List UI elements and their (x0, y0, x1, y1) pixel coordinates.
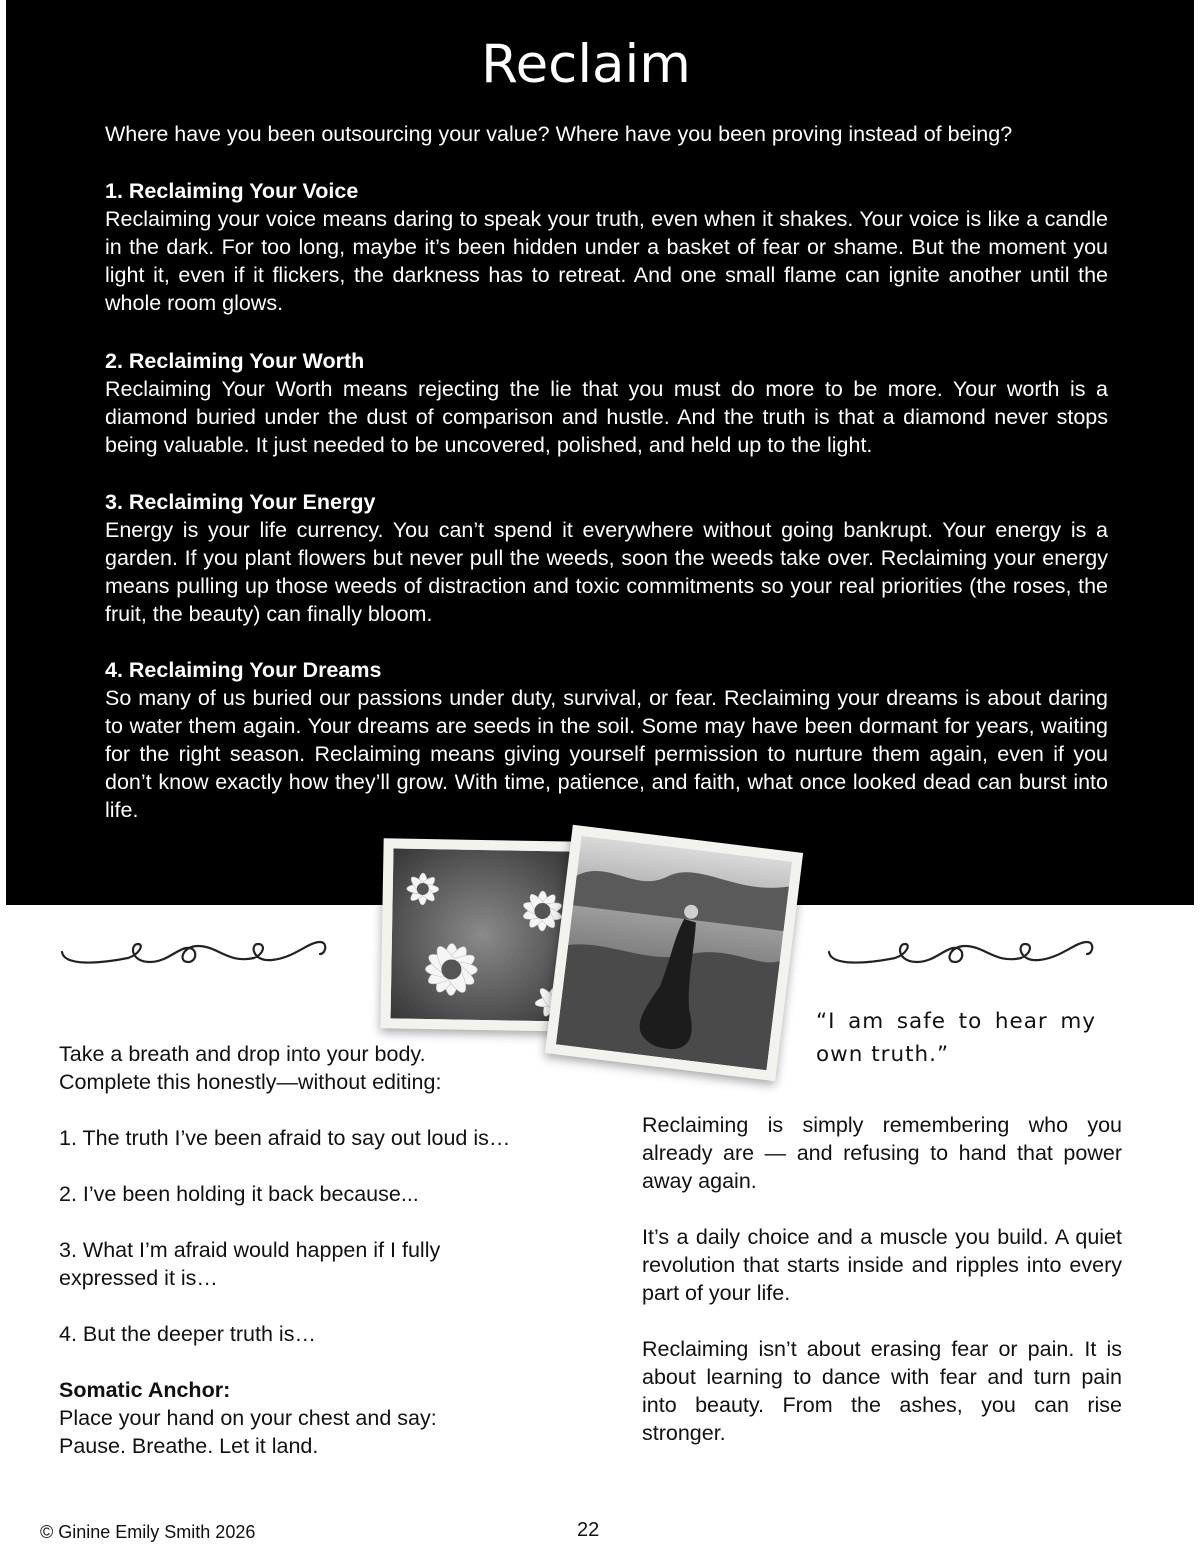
section-heading: 2. Reclaiming Your Worth (105, 349, 365, 373)
somatic-anchor-heading: Somatic Anchor: (59, 1378, 231, 1402)
section-heading: 4. Reclaiming Your Dreams (105, 658, 382, 682)
somatic-anchor-text (59, 1404, 519, 1460)
exercise-prompt: 1. The truth I’ve been afraid to say out loud is… (59, 1126, 511, 1150)
somatic-anchor-line: Pause. Breathe. Let it land. (59, 1434, 319, 1458)
section-voice (105, 177, 1108, 317)
header-panel (6, 0, 1194, 905)
section-worth (105, 347, 1108, 459)
section-dreams (105, 656, 1108, 824)
closing-reflections (642, 1111, 1122, 1475)
page-number: 22 (577, 1519, 600, 1541)
page-title: Reclaim (481, 34, 691, 95)
woman-in-field-photo (545, 825, 803, 1082)
section-body: Reclaiming Your Worth means rejecting the lie that you must do more to be more. Your worth is a diamond buried under the dust of comparison and hustle. And the truth is that a diamond never stops being valuable. It just needed to be uncovered, polished, and held up to the light. (105, 377, 1108, 457)
reflection-paragraph: Reclaiming isn’t about erasing fear or pain. It is about learning to dance with fear and turn pain into beauty. From the ashes, you can rise stronger. (642, 1337, 1122, 1445)
exercise-intro-line: Complete this honestly—without editing: (59, 1070, 442, 1094)
section-heading: 1. Reclaiming Your Voice (105, 179, 359, 203)
reflection-paragraph: It’s a daily choice and a muscle you build. A quiet revolution that starts inside and ripples into every part of your life. (642, 1225, 1122, 1305)
section-energy (105, 488, 1108, 628)
exercise-intro-line: Take a breath and drop into your body. (59, 1042, 426, 1066)
copyright-notice: © Ginine Emily Smith 2026 (40, 1522, 256, 1542)
exercise-prompt: 4. But the deeper truth is… (59, 1322, 316, 1346)
swirl-divider-icon (58, 932, 328, 976)
intro-question: Where have you been outsourcing your value? Where have you been proving instead of being? (105, 122, 1013, 146)
section-body: Energy is your life currency. You can’t spend it everywhere without going bankrupt. Your energy is a garden. If you plant flowers but never pull the weeds, soon the weeds take over. Reclaiming your energy means pulling up those weeds of distraction and toxic commitments so your real priorities (the roses, the fruit, the beauty) can finally bloom. (105, 518, 1108, 626)
exercise-prompt: 2. I’ve been holding it back because... (59, 1182, 419, 1206)
section-body: Reclaiming your voice means daring to speak your truth, even when it shakes. Your voice is like a candle in the dark. For too long, maybe it’s been hidden under a basket of fear or shame. But the moment you light it, even if it flickers, the darkness has to retreat. And one small flame can ignite another until the whole room glows. (105, 207, 1108, 315)
exercise-prompt: 3. What I’m afraid would happen if I fully expressed it is… (59, 1238, 441, 1290)
reflection-paragraph: Reclaiming is simply remembering who you already are — and refusing to hand that power away again. (642, 1113, 1122, 1193)
section-body: So many of us buried our passions under duty, survival, or fear. Reclaiming your dreams is about daring to water them again. Your dreams are seeds in the soil. Some may have been dormant for years, waiting for the right season. Reclaiming means giving yourself permission to nurture them again, even if you don’t know exactly how they’ll grow. With time, patience, and faith, what once looked dead can burst into life. (105, 686, 1108, 822)
exercise-intro (59, 1040, 519, 1096)
affirmation-quote: “I am safe to hear my own truth.” (816, 1009, 1096, 1067)
somatic-anchor-line: Place your hand on your chest and say: (59, 1406, 437, 1430)
reflection-exercise (59, 1040, 519, 1460)
swirl-divider-icon (825, 932, 1095, 976)
section-heading: 3. Reclaiming Your Energy (105, 490, 376, 514)
